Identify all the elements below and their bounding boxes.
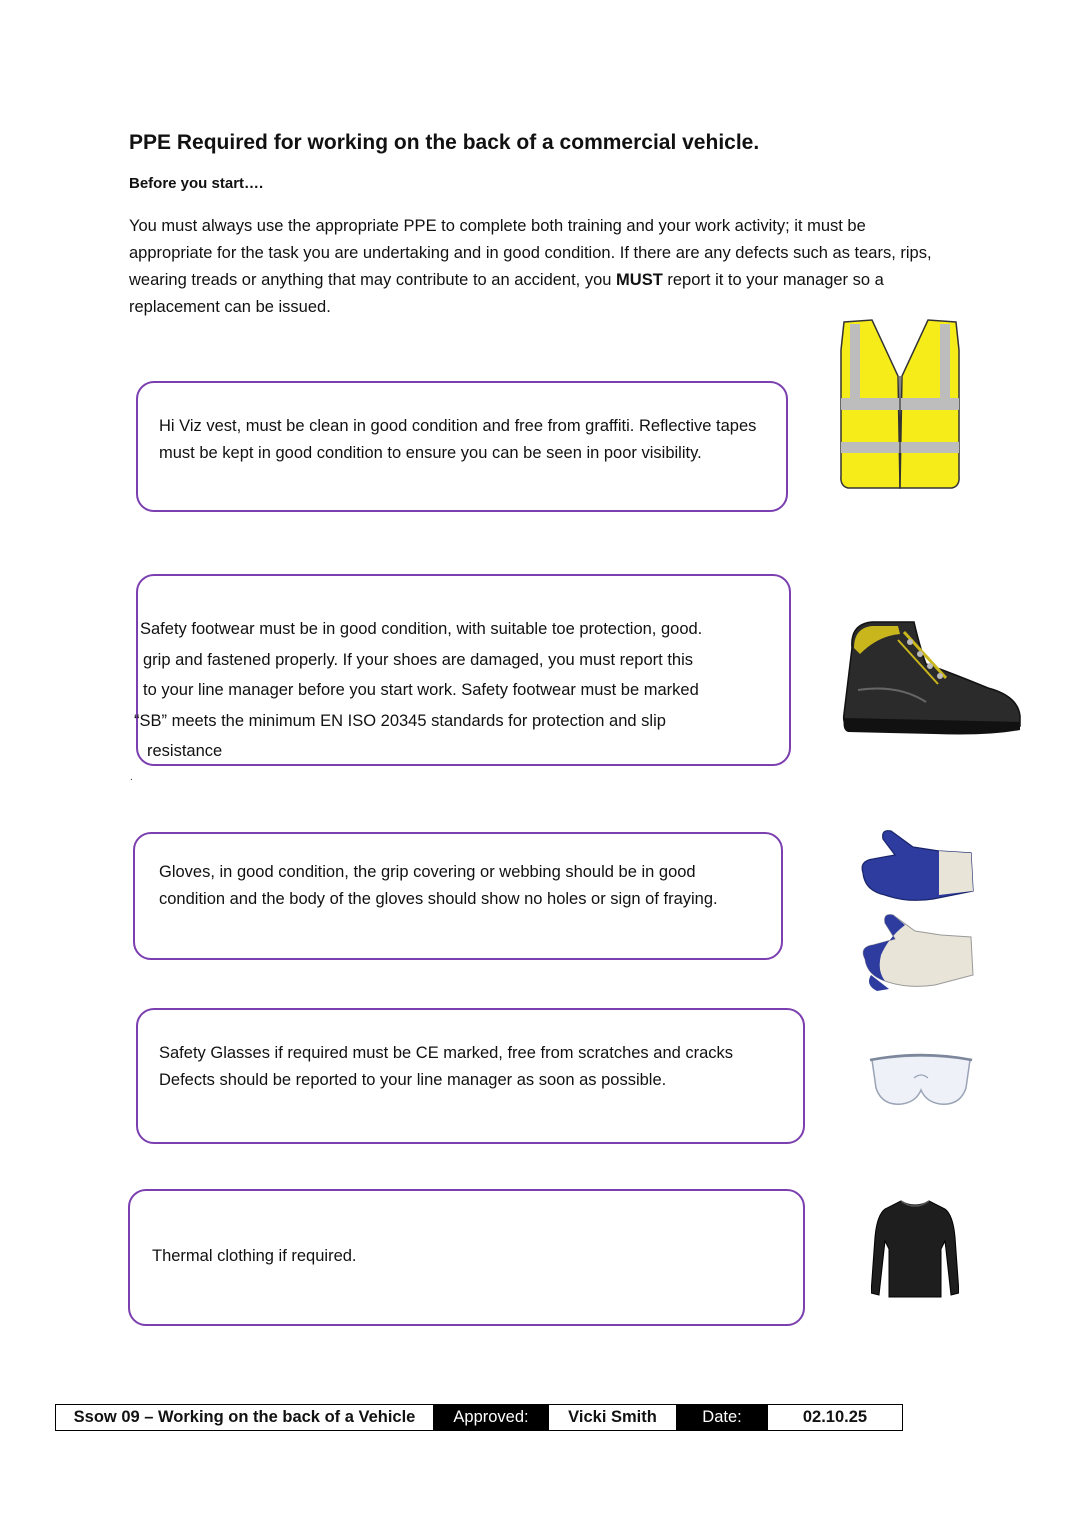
page-title: PPE Required for working on the back of a commercial vehicle. [129,131,760,154]
intro-paragraph [129,213,949,321]
safety-glasses-icon [868,1048,974,1110]
ppe-item-text: Safety Glasses if required must be CE marked, free from scratches and cracks Defects should be reported to your line manager as soon as possible. [159,1044,734,1089]
ppe-item-text-line: grip and fastened properly. If your shoes are damaged, you must report this [143,651,693,669]
footer-approved-label: Approved: [434,1405,549,1431]
ppe-item-gloves [133,832,783,960]
ppe-item-thermal-clothing [128,1189,805,1326]
ppe-item-hi-viz [136,381,788,512]
intro-emphasis: MUST [616,271,663,289]
ppe-item-text-line: Safety footwear must be in good condition, with suitable toe protection, good. [140,620,703,638]
ppe-item-text-line: to your line manager before you start work. Safety footwear must be marked [143,681,699,699]
footer-approved-by: Vicki Smith [549,1405,677,1431]
safety-boot-icon [838,618,1024,738]
ppe-item-safety-footwear [136,574,791,766]
footer-date: 02.10.25 [768,1405,903,1431]
hi-viz-vest-icon [838,316,962,494]
thermal-top-icon [871,1197,959,1303]
ppe-item-text: Gloves, in good condition, the grip covering or webbing should be in good condition and the body of the gloves should show no holes or sign of fraying. [159,863,718,908]
ppe-item-text-line: “SB” meets the minimum EN ISO 20345 standards for protection and slip [134,712,666,730]
footer-table [55,1404,903,1431]
footer-doc-ref: Ssow 09 – Working on the back of a Vehicle [56,1405,434,1431]
ppe-item-text-line: resistance [147,742,223,760]
intro-text-start: You must always use the appropriate PPE to complete both training and your work activity; it must be appropriate for the task you are undertaking and in good condition. If there are any defects such as tears, rips, wearing treads or anything that may contribute to an accident, you [129,217,932,289]
ppe-item-text: Hi Viz vest, must be clean in good condition and free from graffiti. Reflective tapes must be kept in good condition to ensure you can be seen in poor visibility. [159,417,757,462]
intro-text-end: report it to your manager so a replacement can be issued. [129,271,884,316]
ppe-item-text: Thermal clothing if required. [152,1247,357,1265]
ppe-item-safety-glasses [136,1008,805,1144]
gloves-icon [855,825,979,997]
stray-mark: . [130,772,133,783]
page-subtitle: Before you start…. [129,175,264,192]
footer-date-label: Date: [677,1405,768,1431]
